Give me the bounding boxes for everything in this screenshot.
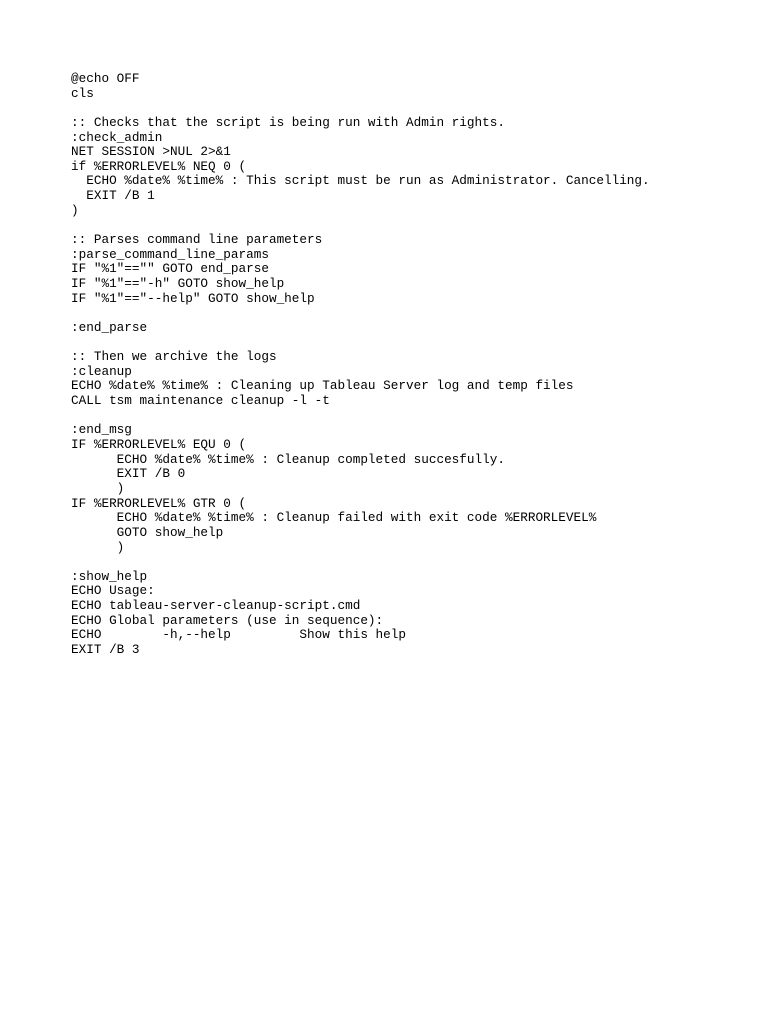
- code-line: [71, 306, 768, 321]
- code-line: :: Checks that the script is being run with Admin rights.: [71, 114, 505, 130]
- code-line: NET SESSION >NUL 2>&1: [71, 144, 231, 160]
- code-line: :: Then we archive the logs: [71, 349, 277, 365]
- code-line: EXIT /B 3: [71, 641, 140, 657]
- code-line: ECHO Global parameters (use in sequence):: [71, 612, 384, 628]
- code-line: IF "%1"=="" GOTO end_parse: [71, 261, 269, 277]
- code-line: :check_admin: [71, 129, 163, 145]
- document-page: [71, 72, 768, 658]
- code-line: ECHO %date% %time% : This script must be run as Administrator. Cancelling.: [71, 173, 650, 189]
- code-line: ECHO %date% %time% : Cleanup failed with exit code %ERRORLEVEL%: [71, 510, 597, 526]
- code-line: @echo OFF: [71, 71, 140, 86]
- code-line: EXIT /B 0: [71, 466, 186, 482]
- code-line: :show_help: [71, 568, 148, 584]
- code-line: [71, 409, 768, 424]
- code-line: :end_msg: [71, 422, 132, 438]
- code-line: ECHO -h,--help Show this help: [71, 627, 407, 643]
- code-line: [71, 218, 768, 233]
- code-line: ): [71, 539, 125, 555]
- code-line: [71, 336, 768, 351]
- code-line: IF "%1"=="-h" GOTO show_help: [71, 275, 285, 291]
- code-line: CALL tsm maintenance cleanup -l -t: [71, 393, 330, 409]
- code-line: cls: [71, 85, 94, 101]
- code-line: ECHO Usage:: [71, 583, 155, 599]
- code-line: ECHO %date% %time% : Cleanup completed succesfully.: [71, 451, 505, 467]
- code-line: :end_parse: [71, 319, 148, 335]
- code-line: :cleanup: [71, 363, 132, 379]
- code-line: ECHO %date% %time% : Cleaning up Tableau Server log and temp files: [71, 378, 574, 394]
- code-line: EXIT /B 1: [71, 188, 155, 204]
- code-line: IF %ERRORLEVEL% GTR 0 (: [71, 495, 247, 511]
- code-line: :parse_command_line_params: [71, 246, 269, 262]
- code-line: IF %ERRORLEVEL% EQU 0 (: [71, 437, 247, 453]
- script-code-block: [71, 72, 768, 658]
- code-line: ): [71, 202, 79, 218]
- code-line: [71, 101, 768, 116]
- code-line: if %ERRORLEVEL% NEQ 0 (: [71, 158, 247, 174]
- code-line: IF "%1"=="--help" GOTO show_help: [71, 290, 315, 306]
- code-line: ECHO tableau-server-cleanup-script.cmd: [71, 598, 361, 614]
- code-line: :: Parses command line parameters: [71, 232, 323, 248]
- code-line: [71, 555, 768, 570]
- code-line: GOTO show_help: [71, 524, 224, 540]
- code-line: ): [71, 480, 125, 496]
